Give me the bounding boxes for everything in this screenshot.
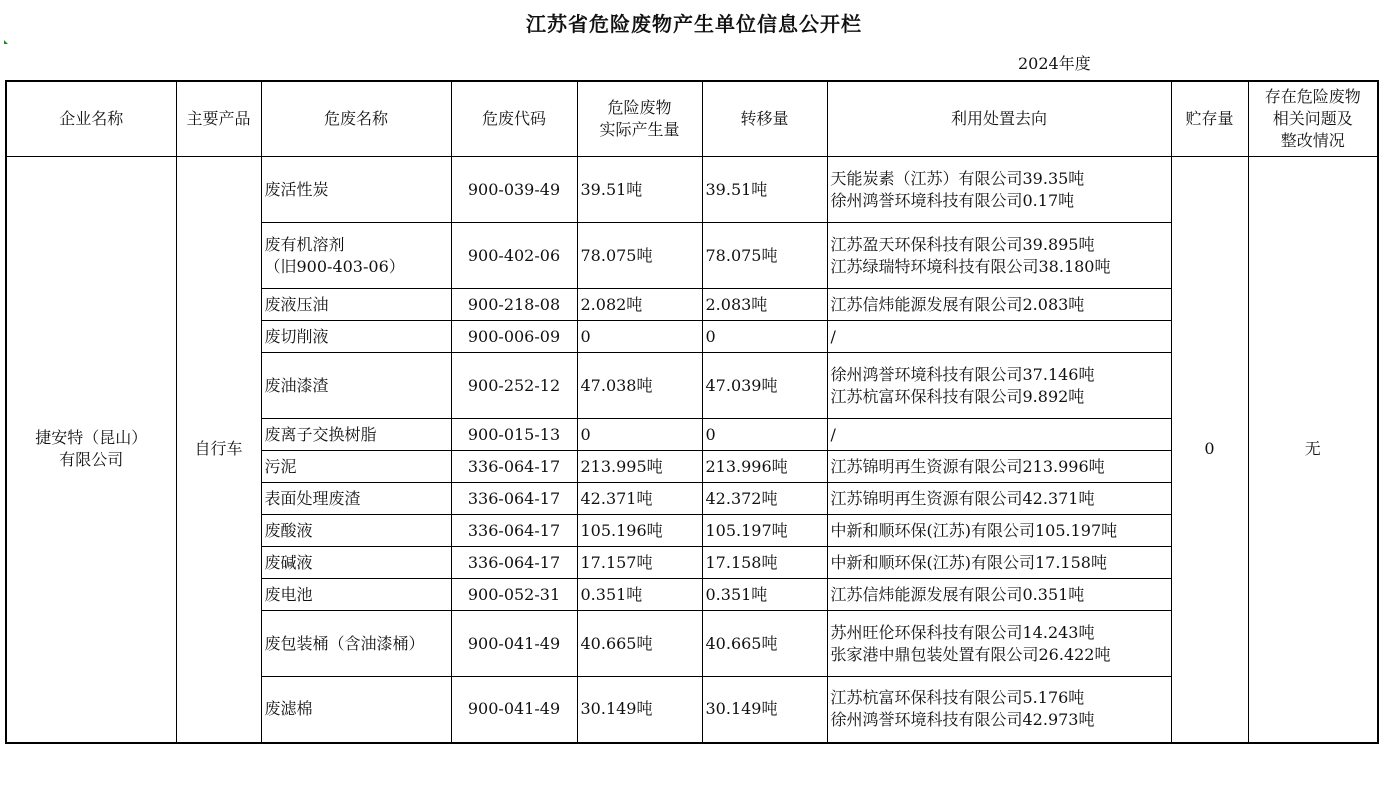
transfer-amount-cell: 17.158吨 <box>702 547 827 579</box>
header-produced-line1: 危险废物 <box>607 98 672 117</box>
waste-name: 废电池 <box>264 584 313 604</box>
header-issues-line2: 相关问题及 <box>1272 109 1353 128</box>
waste-code-cell: 336-064-17 <box>451 515 577 547</box>
disposal-destination-cell <box>827 515 1171 547</box>
disposal-entry: 徐州鸿誉环境科技有限公司37.146吨 <box>830 364 1095 384</box>
waste-name-cell <box>261 579 451 611</box>
disposal-entry: / <box>830 424 836 444</box>
disposal-entry: 江苏盈天环保科技有限公司39.895吨 <box>830 234 1095 254</box>
disposal-entry: 徐州鸿誉环境科技有限公司42.973吨 <box>830 710 1095 730</box>
disposal-destination-cell <box>827 579 1171 611</box>
waste-code-cell: 900-041-49 <box>451 611 577 677</box>
waste-code-cell: 900-041-49 <box>451 677 577 743</box>
produced-amount-cell: 105.196吨 <box>577 515 702 547</box>
waste-name: 废有机溶剂 <box>264 234 345 254</box>
disposal-entry: 天能炭素（江苏）有限公司39.35吨 <box>830 168 1085 188</box>
disposal-entry: 张家港中鼎包装处置有限公司26.422吨 <box>830 644 1111 664</box>
header-produced <box>577 81 702 157</box>
page-title: 江苏省危险废物产生单位信息公开栏 <box>526 12 862 36</box>
company-name-line1: 捷安特（昆山） <box>35 428 148 448</box>
table-body <box>6 157 1378 743</box>
waste-code-cell: 336-064-17 <box>451 451 577 483</box>
disposal-entry: 江苏信炜能源发展有限公司0.351吨 <box>830 584 1085 604</box>
waste-code-cell: 336-064-17 <box>451 547 577 579</box>
company-name-cell <box>6 157 176 743</box>
header-transfer: 转移量 <box>702 81 827 157</box>
header-issues <box>1248 81 1378 157</box>
produced-amount-cell: 30.149吨 <box>577 677 702 743</box>
transfer-amount-cell: 105.197吨 <box>702 515 827 547</box>
waste-code-cell: 336-064-17 <box>451 483 577 515</box>
waste-name: 废切削液 <box>264 326 329 346</box>
waste-code-cell: 900-015-13 <box>451 419 577 451</box>
produced-amount-cell: 78.075吨 <box>577 223 702 289</box>
waste-name-cell <box>261 677 451 743</box>
produced-amount-cell: 0 <box>577 419 702 451</box>
issues-cell: 无 <box>1248 157 1378 743</box>
table-row <box>6 157 1378 223</box>
waste-name-cell <box>261 353 451 419</box>
waste-name: 废包装桶（含油漆桶） <box>264 633 425 653</box>
header-produced-line2: 实际产生量 <box>599 120 680 139</box>
produced-amount-cell: 40.665吨 <box>577 611 702 677</box>
disposal-destination-cell <box>827 353 1171 419</box>
produced-amount-cell: 17.157吨 <box>577 547 702 579</box>
waste-name: 废离子交换树脂 <box>264 424 377 444</box>
disposal-destination-cell <box>827 321 1171 353</box>
produced-amount-cell: 0.351吨 <box>577 579 702 611</box>
waste-name: 废酸液 <box>264 520 313 540</box>
transfer-amount-cell: 0 <box>702 419 827 451</box>
disposal-entry: 徐州鸿誉环境科技有限公司0.17吨 <box>830 190 1075 210</box>
transfer-amount-cell: 0 <box>702 321 827 353</box>
corner-mark-icon <box>4 40 8 44</box>
header-waste-code: 危废代码 <box>451 81 577 157</box>
disposal-destination-cell <box>827 547 1171 579</box>
waste-name-note: （旧900-403-06） <box>264 256 405 276</box>
storage-amount-cell: 0 <box>1171 157 1248 743</box>
hazardous-waste-table <box>5 80 1379 744</box>
waste-code-cell: 900-252-12 <box>451 353 577 419</box>
disposal-entry: 江苏杭富环保科技有限公司9.892吨 <box>830 386 1085 406</box>
waste-code-cell: 900-052-31 <box>451 579 577 611</box>
waste-name: 废活性炭 <box>264 179 329 199</box>
waste-name: 废滤棉 <box>264 699 313 719</box>
disposal-destination-cell <box>827 451 1171 483</box>
waste-name-cell <box>261 515 451 547</box>
waste-name-cell <box>261 289 451 321</box>
disposal-destination-cell <box>827 289 1171 321</box>
disposal-entry: 江苏锦明再生资源有限公司42.371吨 <box>830 488 1095 508</box>
transfer-amount-cell: 30.149吨 <box>702 677 827 743</box>
transfer-amount-cell: 39.51吨 <box>702 157 827 223</box>
header-company: 企业名称 <box>6 81 176 157</box>
transfer-amount-cell: 0.351吨 <box>702 579 827 611</box>
waste-code-cell: 900-402-06 <box>451 223 577 289</box>
transfer-amount-cell: 40.665吨 <box>702 611 827 677</box>
waste-code-cell: 900-006-09 <box>451 321 577 353</box>
waste-code-cell: 900-039-49 <box>451 157 577 223</box>
disposal-entry: / <box>830 326 836 346</box>
waste-name: 废油漆渣 <box>264 375 329 395</box>
waste-name-cell <box>261 547 451 579</box>
company-name-line2: 有限公司 <box>59 450 124 470</box>
disposal-entry: 苏州旺伦环保科技有限公司14.243吨 <box>830 622 1095 642</box>
waste-name-cell <box>261 451 451 483</box>
disposal-entry: 江苏绿瑞特环境科技有限公司38.180吨 <box>830 256 1111 276</box>
transfer-amount-cell: 213.996吨 <box>702 451 827 483</box>
disposal-entry: 江苏杭富环保科技有限公司5.176吨 <box>830 688 1085 708</box>
disposal-destination-cell <box>827 483 1171 515</box>
transfer-amount-cell: 2.083吨 <box>702 289 827 321</box>
header-issues-line3: 整改情况 <box>1280 131 1345 150</box>
waste-name: 污泥 <box>264 456 297 476</box>
waste-name: 表面处理废渣 <box>264 488 361 508</box>
header-row <box>6 81 1378 157</box>
main-product-cell: 自行车 <box>176 157 261 743</box>
produced-amount-cell: 39.51吨 <box>577 157 702 223</box>
disposal-entry: 中新和顺环保(江苏)有限公司105.197吨 <box>830 520 1118 540</box>
disposal-destination-cell <box>827 677 1171 743</box>
produced-amount-cell: 0 <box>577 321 702 353</box>
disposal-entry: 江苏信炜能源发展有限公司2.083吨 <box>830 294 1085 314</box>
produced-amount-cell: 2.082吨 <box>577 289 702 321</box>
waste-name: 废液压油 <box>264 294 329 314</box>
disposal-destination-cell <box>827 419 1171 451</box>
header-product: 主要产品 <box>176 81 261 157</box>
disposal-destination-cell <box>827 611 1171 677</box>
waste-name-cell <box>261 223 451 289</box>
transfer-amount-cell: 42.372吨 <box>702 483 827 515</box>
produced-amount-cell: 213.995吨 <box>577 451 702 483</box>
waste-name-cell <box>261 157 451 223</box>
waste-name-cell <box>261 611 451 677</box>
waste-name: 废碱液 <box>264 552 313 572</box>
waste-name-cell <box>261 321 451 353</box>
produced-amount-cell: 42.371吨 <box>577 483 702 515</box>
header-disposal: 利用处置去向 <box>827 81 1171 157</box>
disposal-destination-cell <box>827 157 1171 223</box>
header-waste-name: 危废名称 <box>261 81 451 157</box>
disposal-destination-cell <box>827 223 1171 289</box>
waste-name-cell <box>261 483 451 515</box>
year-label: 2024年度 <box>1018 54 1091 73</box>
header-issues-line1: 存在危险废物 <box>1264 87 1361 106</box>
waste-code-cell: 900-218-08 <box>451 289 577 321</box>
waste-name-cell <box>261 419 451 451</box>
disposal-entry: 江苏锦明再生资源有限公司213.996吨 <box>830 456 1105 476</box>
transfer-amount-cell: 47.039吨 <box>702 353 827 419</box>
header-storage: 贮存量 <box>1171 81 1248 157</box>
transfer-amount-cell: 78.075吨 <box>702 223 827 289</box>
disposal-entry: 中新和顺环保(江苏)有限公司17.158吨 <box>830 552 1107 572</box>
produced-amount-cell: 47.038吨 <box>577 353 702 419</box>
